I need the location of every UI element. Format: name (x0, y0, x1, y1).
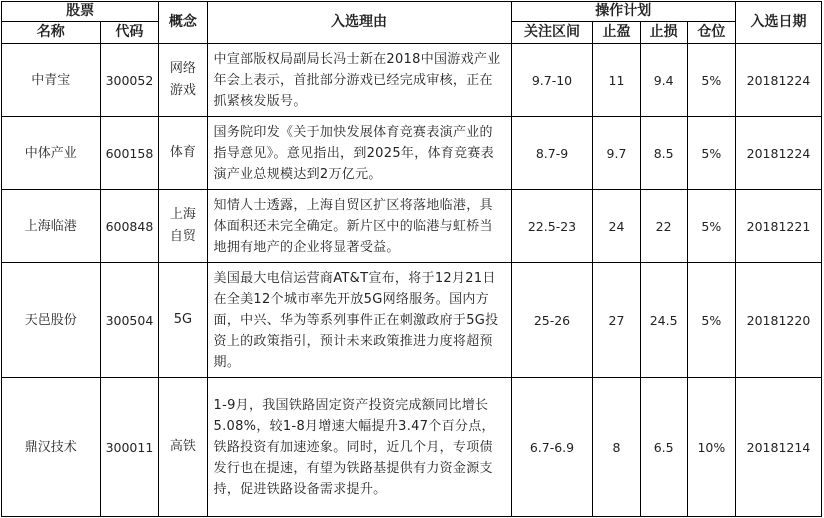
date-header: 入选日期 (735, 2, 821, 44)
take-profit: 27 (593, 263, 640, 378)
watch-range: 9.7-10 (511, 44, 593, 117)
take-profit: 8 (593, 378, 640, 517)
stop-loss: 24.5 (640, 263, 687, 378)
table-row (2, 190, 822, 263)
selection-reason: 国务院印发《关于加快发展体育竞赛表演产业的指导意见》。意见指出，到2025年，体育竞赛表演产业总规模达到2万亿元。 (207, 117, 511, 190)
position-size: 5% (687, 190, 735, 263)
watch-range: 8.7-9 (511, 117, 593, 190)
stock-concept (159, 263, 207, 378)
concept-text: 高铁 (169, 439, 196, 454)
code-header: 代码 (100, 22, 159, 44)
reason-header: 入选理由 (207, 2, 511, 44)
concept-text: 上海 自贸 (169, 207, 196, 244)
position-header: 仓位 (687, 22, 735, 44)
selection-reason: 知情人士透露，上海自贸区扩区将落地临港，具体面积还未完全确定。新片区中的临港与虹桥当地拥有地产的企业将显著受益。 (207, 190, 511, 263)
position-size: 5% (687, 263, 735, 378)
concept-text: 网络 游戏 (169, 61, 196, 98)
stop-loss: 9.4 (640, 44, 687, 117)
stock-name: 中体产业 (2, 117, 101, 190)
stock-name: 鼎汉技术 (2, 378, 101, 517)
selection-reason: 美国最大电信运营商AT&T宣布，将于12月21日在全美12个城市率先开放5G网络服务。国内方面，中兴、华为等系列事件正在刺激政府于5G投资上的政策指引，预计未来政策推进力度将超预期。 (207, 263, 511, 378)
profit-header: 止盈 (593, 22, 640, 44)
watch-range: 25-26 (511, 263, 593, 378)
stock-code: 600848 (100, 190, 159, 263)
stock-code: 300011 (100, 378, 159, 517)
concept-header: 概念 (159, 2, 207, 44)
stop-loss: 8.5 (640, 117, 687, 190)
take-profit: 11 (593, 44, 640, 117)
stock-picks-table (1, 1, 822, 517)
position-size: 10% (687, 378, 735, 517)
concept-text: 体育 (169, 145, 196, 160)
table-row (2, 263, 822, 378)
stop-loss: 6.5 (640, 378, 687, 517)
selection-reason: 1-9月，我国铁路固定资产投资完成额同比增长5.08%，较1-8月增速大幅提升3.47个百分点，铁路投资有加速迹象。同时，近几个月，专项债发行也在提速，有望为铁路基提供有力资金源支持，促进铁路设备需求提升。 (207, 378, 511, 517)
concept-text: 5G (173, 312, 193, 327)
selection-date: 20181224 (735, 117, 821, 190)
stock-name: 天邑股份 (2, 263, 101, 378)
table-row (2, 117, 822, 190)
position-size: 5% (687, 44, 735, 117)
selection-date: 20181214 (735, 378, 821, 517)
stock-code: 600158 (100, 117, 159, 190)
range-header: 关注区间 (511, 22, 593, 44)
selection-date: 20181221 (735, 190, 821, 263)
stock-code: 300052 (100, 44, 159, 117)
selection-date: 20181224 (735, 44, 821, 117)
position-size: 5% (687, 117, 735, 190)
stock-concept (159, 44, 207, 117)
stock-code: 300504 (100, 263, 159, 378)
name-header: 名称 (2, 22, 101, 44)
header-row-1 (2, 2, 822, 22)
stock-concept (159, 378, 207, 517)
selection-date: 20181220 (735, 263, 821, 378)
take-profit: 24 (593, 190, 640, 263)
table-row (2, 378, 822, 517)
plan-group-header: 操作计划 (511, 2, 735, 22)
watch-range: 22.5-23 (511, 190, 593, 263)
stock-concept (159, 117, 207, 190)
stock-group-header: 股票 (2, 2, 159, 22)
selection-reason: 中宣部版权局副局长冯士新在2018中国游戏产业年会上表示，首批部分游戏已经完成审核，正在抓紧核发版号。 (207, 44, 511, 117)
table-row (2, 44, 822, 117)
watch-range: 6.7-6.9 (511, 378, 593, 517)
stock-name: 上海临港 (2, 190, 101, 263)
take-profit: 9.7 (593, 117, 640, 190)
stop-loss: 22 (640, 190, 687, 263)
loss-header: 止损 (640, 22, 687, 44)
stock-concept (159, 190, 207, 263)
stock-name: 中青宝 (2, 44, 101, 117)
